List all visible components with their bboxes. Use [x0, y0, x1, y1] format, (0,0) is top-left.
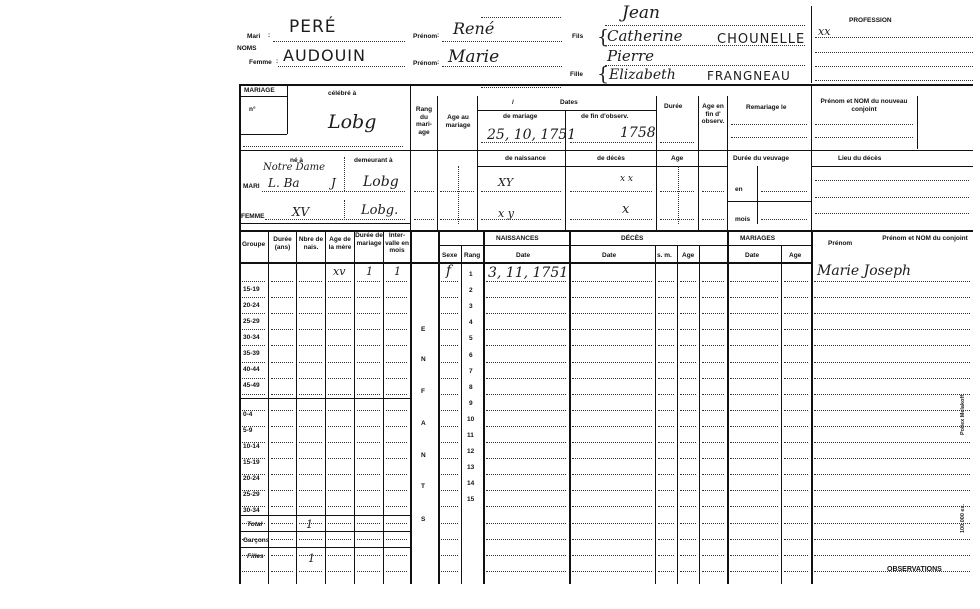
enfants-letter: A — [421, 420, 426, 427]
copies-note: 100.000 ex. — [960, 503, 966, 533]
first-row-naissance-date: 3, 11, 1751 — [488, 265, 569, 281]
mari-name: PERÉ — [289, 17, 337, 37]
group-label: 30-34 — [243, 334, 260, 341]
enfants-letter: N — [421, 356, 426, 363]
rank-label: 11 — [467, 432, 474, 439]
naissance-date-label: Date — [516, 252, 531, 259]
filles-naissances: 1 — [308, 552, 315, 565]
de-deces-label: de décès — [597, 155, 625, 162]
group-label: Garçons — [243, 537, 270, 544]
en-label: en — [735, 186, 743, 193]
de-naissance-label: de naissance — [505, 155, 546, 162]
rank-label: 10 — [467, 415, 475, 423]
group-label: 0-4 — [243, 411, 253, 418]
group-label: 25-29 — [243, 491, 260, 498]
rank-label: 7 — [469, 367, 473, 375]
rank-label: 5 — [469, 335, 473, 343]
rank-label: 12 — [467, 448, 475, 456]
duree-label: Durée — [664, 103, 683, 110]
mariage-date-label: Date — [745, 252, 760, 259]
duree-mariage-label: Durée de mariage — [355, 232, 383, 247]
nouveau-conjoint-label: Prénom et NOM du nouveau conjoint — [820, 98, 908, 113]
group-label: 45-49 — [243, 382, 260, 389]
date-fin-value: 1758 — [620, 125, 656, 141]
mari-naissance: XY — [498, 176, 514, 189]
prenom-label: Prénom — [828, 240, 853, 247]
femme-prenom-label: Prénom — [413, 60, 438, 67]
sexe-label: Sexe — [442, 252, 458, 259]
mari-ne-a-line2: L. Ba — [268, 176, 300, 190]
deces-date-label: Date — [602, 252, 617, 259]
rank-label: 13 — [467, 464, 475, 472]
intervalle-label: Inter-valle en mois — [385, 232, 409, 254]
first-row-intervalle: 1 — [394, 265, 401, 278]
age-mariage-label: Age au mariage — [445, 114, 471, 129]
sm-label: s. m. — [657, 252, 672, 259]
fils-brace: { — [597, 26, 610, 48]
mari-demeurant: Lobg — [363, 174, 399, 190]
fille-label: Fille — [570, 71, 584, 78]
first-row-duree-mariage: 1 — [366, 265, 373, 278]
first-row-sexe: f — [446, 263, 452, 279]
enfants-letter: T — [421, 483, 425, 490]
rank-label: 8 — [469, 383, 473, 391]
ne-a-label: né à — [290, 157, 304, 164]
profession-label: PROFESSION — [849, 17, 892, 24]
mois-label: mois — [735, 216, 751, 223]
rang-mariage-label: Rang du mari-age — [415, 106, 433, 136]
fils-name-2-surname: CHOUNELLE — [717, 32, 806, 47]
age-mere-label: Age de la mère — [328, 236, 352, 251]
enfants-letter: S — [421, 516, 426, 523]
deces-age-label: Age — [682, 252, 695, 259]
fils-name-1: Jean — [622, 3, 660, 23]
group-label: 5-9 — [243, 427, 253, 434]
rank-label: 4 — [469, 319, 473, 327]
group-label: Filles — [247, 553, 264, 560]
observations-label: OBSERVATIONS — [887, 566, 942, 573]
naissances-label: NAISSANCES — [496, 235, 539, 242]
femme-row-label: FEMME — [241, 213, 265, 220]
enfants-letter: F — [421, 388, 425, 395]
rank-label: 9 — [469, 399, 473, 407]
age-fin-label: Age en fin d' observ. — [701, 103, 725, 125]
profession-value: xx — [818, 25, 831, 38]
group-label: 10-14 — [243, 443, 260, 450]
duree-ans-label: Durée (ans) — [273, 236, 292, 251]
mari-label: Mari — [247, 33, 261, 40]
group-label: 35-39 — [243, 350, 260, 357]
mari-colon: : — [268, 32, 271, 39]
date-mariage-value: 25, 10, 1751 — [487, 127, 577, 143]
group-label: 15-19 — [243, 459, 260, 466]
lieu-deces-label: Lieu du décès — [838, 155, 882, 162]
femme-ne-a: XV — [292, 205, 310, 219]
group-label: 25-29 — [243, 318, 260, 325]
deces-label: DÉCÈS — [621, 235, 644, 242]
celebre-label: célébré à — [328, 90, 357, 97]
fin-observ-label: de fin d'observ. — [581, 113, 629, 120]
mari-ne-a-line1: Notre Dame — [263, 162, 326, 173]
enfants-letter: N — [421, 452, 426, 459]
femme-label: Femme — [249, 59, 272, 66]
prenom-nom-conjoint-label: Prénom et NOM du conjoint — [882, 235, 968, 242]
mari-prenom: René — [453, 19, 495, 38]
no-label: n° — [249, 106, 256, 113]
rank-label: 14 — [467, 480, 475, 488]
mariages-label: MARIAGES — [740, 235, 776, 242]
total-naissances: 1 — [306, 518, 313, 531]
first-row-age-mere: xv — [333, 265, 346, 278]
group-label: Total — [247, 521, 263, 528]
femme-colon: : — [276, 58, 279, 65]
fille-brace: { — [597, 63, 610, 85]
de-mariage-label: de mariage — [503, 113, 538, 120]
fils-label: Fils — [572, 33, 584, 40]
enfants-letter: E — [421, 326, 426, 333]
group-label: 40-44 — [243, 366, 260, 373]
rank-label: 15 — [467, 496, 475, 504]
mari-prenom-label: Prénom — [413, 33, 438, 40]
nbre-nais-label: Nbre de nais. — [298, 236, 324, 251]
femme-prenom: Marie — [448, 47, 500, 67]
mari-ne-a-line3: J — [331, 176, 336, 190]
rank-label: 2 — [469, 287, 473, 295]
group-label: 30-34 — [243, 507, 260, 514]
groupe-label: Groupe — [242, 241, 266, 248]
rank-label: 1 — [469, 271, 473, 278]
fils-name-2: Catherine — [607, 27, 683, 45]
duree-veuvage-label: Durée du veuvage — [733, 155, 789, 162]
age-col-label: Age — [671, 155, 684, 162]
mari-deces: x x — [620, 174, 634, 184]
noms-label: NOMS — [237, 45, 257, 52]
group-label: 15-19 — [243, 286, 260, 293]
demeurant-label: demeurant à — [354, 157, 393, 164]
fille-name-1: Elizabeth — [609, 67, 676, 83]
group-label: 20-24 — [243, 475, 260, 482]
rang-label: Rang — [464, 252, 481, 259]
rank-label: 6 — [469, 351, 473, 359]
printer-note: Poliex Melakoff. — [960, 393, 966, 435]
mariage-title: MARIAGE — [244, 87, 275, 94]
femme-deces: x — [622, 202, 630, 217]
group-label: 20-24 — [243, 302, 260, 309]
femme-name: AUDOUIN — [283, 46, 366, 65]
mariage-age-label: Age — [789, 252, 802, 259]
femme-demeurant: Lobg. — [361, 203, 399, 218]
rank-label: 3 — [469, 303, 473, 311]
celebre-value: Lobg — [328, 111, 377, 133]
dates-label: Dates — [560, 99, 578, 106]
fils-name-3: Pierre — [607, 47, 654, 65]
femme-naissance: x y — [498, 207, 514, 220]
remariage-label: Remariage le — [746, 104, 787, 111]
fille-name-1-surname: FRANGNEAU — [707, 69, 791, 83]
first-row-prenom: Marie Joseph — [817, 263, 912, 279]
mari-row-label: MARI — [243, 183, 260, 190]
